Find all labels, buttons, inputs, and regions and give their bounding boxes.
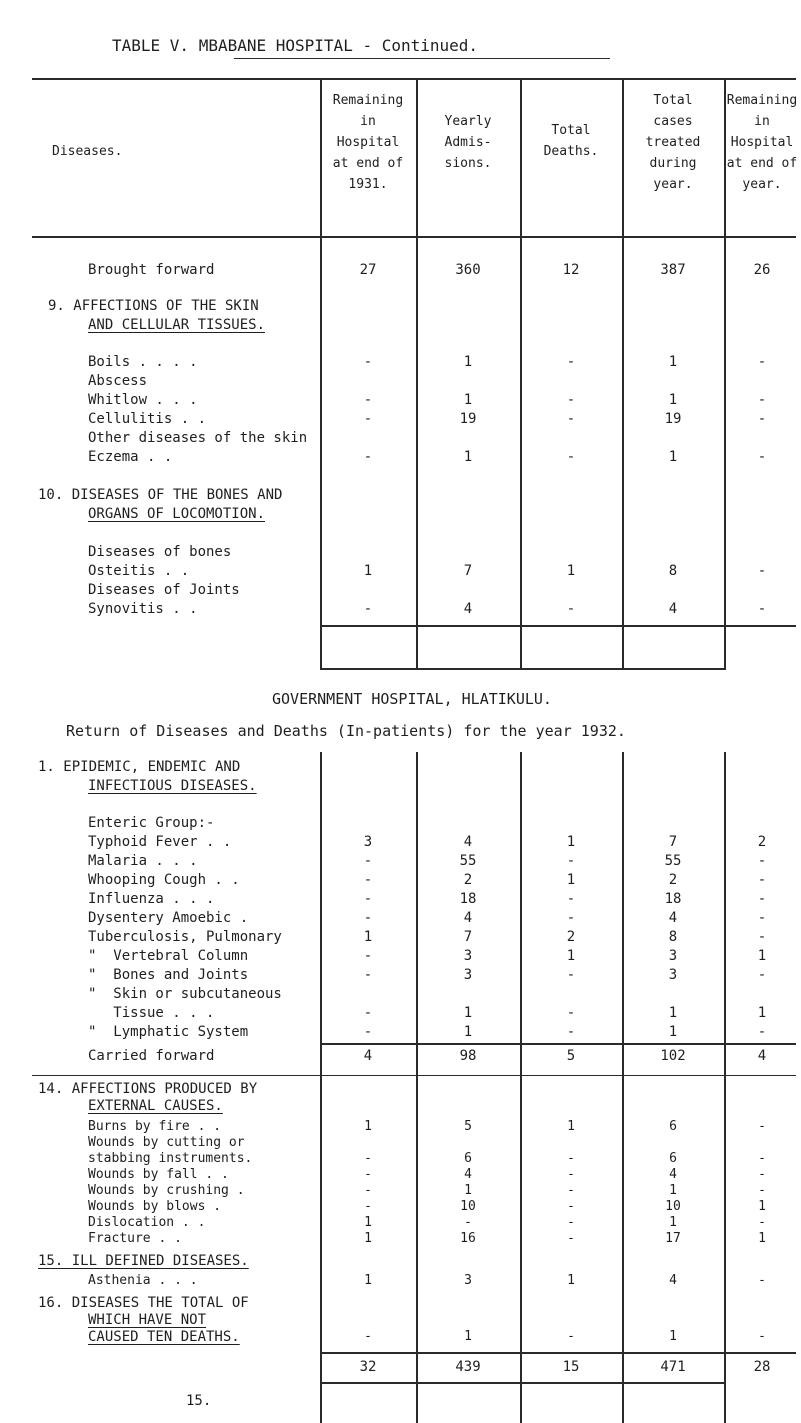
cell-value: 4 (757, 1048, 767, 1064)
row-label: Diseases of bones (88, 544, 232, 560)
header-line: at end of (332, 156, 404, 171)
cell-value: 471 (660, 1359, 686, 1375)
cell-value: 10 (460, 1199, 476, 1214)
cell-value: - (363, 1005, 373, 1021)
header-line: sions. (444, 156, 492, 171)
row-label: Tissue . . . (88, 1005, 215, 1021)
row-label: " Lymphatic System (88, 1024, 249, 1040)
sections-14-16-top-border (32, 1075, 796, 1076)
cell-value: - (757, 872, 767, 888)
header-line: year. (742, 177, 782, 192)
cell-value: - (566, 449, 576, 465)
cell-value: - (566, 411, 576, 427)
cell-value: 2 (463, 872, 473, 888)
cell-value: - (566, 891, 576, 907)
lower-carried-top-border (320, 1043, 796, 1045)
row-label: " Bones and Joints (88, 967, 249, 983)
section-16-title-line3: CAUSED TEN DEATHS. (88, 1329, 240, 1345)
cell-value: - (363, 948, 373, 964)
header-line: Remaining (726, 93, 798, 108)
row-label: Cellulitis . . (88, 411, 207, 427)
section-9-title-line2: AND CELLULAR TISSUES. (88, 317, 266, 333)
cell-value: - (363, 601, 373, 617)
cell-value: - (567, 1183, 575, 1198)
cell-value: 6 (464, 1151, 472, 1166)
row-label: Whooping Cough . . (88, 872, 240, 888)
brought-forward-label: Brought forward (88, 262, 215, 278)
cell-value: - (363, 872, 373, 888)
cell-value: 7 (463, 563, 473, 579)
cell-value: 1 (669, 1183, 677, 1198)
cell-value: - (757, 967, 767, 983)
gov-hospital-title: GOVERNMENT HOSPITAL, HLATIKULU. (272, 690, 552, 708)
table-top-border (32, 78, 796, 80)
cell-value: 4 (463, 601, 473, 617)
cell-value: - (364, 1183, 372, 1198)
header-bottom-border (32, 236, 796, 238)
cell-value: 4 (463, 910, 473, 926)
lower-col-divider-3 (520, 752, 522, 1423)
section-1-title-line1: 1. EPIDEMIC, ENDEMIC AND (38, 759, 241, 775)
lower-col-divider-5 (724, 752, 726, 1423)
row-label: Eczema . . (88, 449, 173, 465)
cell-value: 18 (664, 891, 682, 907)
cell-value: 1 (463, 354, 473, 370)
cell-value: 1 (463, 392, 473, 408)
cell-value: 1 (566, 563, 576, 579)
cell-value: 1 (364, 1119, 372, 1134)
cell-value: - (758, 1151, 766, 1166)
header-line: Total (653, 93, 693, 108)
cell-value: - (757, 563, 767, 579)
cell-value: - (757, 891, 767, 907)
cell-value: 18 (459, 891, 477, 907)
cell-value: - (566, 1024, 576, 1040)
cell-value: - (758, 1329, 766, 1344)
row-label: Enteric Group:- (88, 815, 215, 831)
cell-value: 439 (455, 1359, 481, 1375)
cell-value: 1 (567, 1119, 575, 1134)
cell-value: - (363, 392, 373, 408)
row-label: Abscess (88, 373, 148, 389)
cell-value: 8 (668, 929, 678, 945)
cell-value: 3 (363, 834, 373, 850)
page-title: TABLE V. MBABANE HOSPITAL - Continued. (112, 36, 479, 55)
cell-value: 17 (665, 1231, 681, 1246)
section-15-title: 15. ILL DEFINED DISEASES. (38, 1253, 249, 1269)
cell-value: 7 (668, 834, 678, 850)
header-total-deaths (520, 120, 622, 162)
lower-col-divider-4 (622, 752, 624, 1423)
cell-value: 4 (669, 1167, 677, 1182)
header-line: Total (551, 123, 591, 138)
cell-value: 360 (455, 262, 481, 278)
section-1-title-line2: INFECTIOUS DISEASES. (88, 778, 257, 794)
row-label: " Skin or subcutaneous (88, 986, 282, 1002)
header-line: 1931. (348, 177, 388, 192)
cell-value: - (364, 1329, 372, 1344)
cell-value: 4 (363, 1048, 373, 1064)
cell-value: 1 (668, 1005, 678, 1021)
header-yearly-admissions (416, 111, 520, 174)
lower-col-divider-2 (416, 752, 418, 1423)
row-label: Diseases of Joints (88, 582, 240, 598)
cell-value: 26 (753, 262, 771, 278)
row-label: Tuberculosis, Pulmonary (88, 929, 282, 945)
cell-value: - (566, 853, 576, 869)
cell-value: - (363, 411, 373, 427)
totals-1-bottom-border (320, 1382, 725, 1384)
cell-value: - (567, 1167, 575, 1182)
section-14-title-line2: EXTERNAL CAUSES. (88, 1098, 223, 1114)
cell-value: - (757, 1024, 767, 1040)
section-10-title-line1: 10. DISEASES OF THE BONES AND (38, 487, 283, 503)
row-label: Asthenia . . . (88, 1273, 198, 1288)
cell-value: 5 (464, 1119, 472, 1134)
cell-value: 1 (758, 1199, 766, 1214)
cell-value: - (567, 1329, 575, 1344)
section-16-title-line2: WHICH HAVE NOT (88, 1312, 207, 1328)
cell-value: 1 (364, 1273, 372, 1288)
cell-value: - (363, 449, 373, 465)
cell-value: - (757, 449, 767, 465)
header-diseases: Diseases. (52, 144, 123, 159)
cell-value: 98 (459, 1048, 477, 1064)
section-14-title-line1: 14. AFFECTIONS PRODUCED BY (38, 1081, 258, 1097)
cell-value: - (758, 1273, 766, 1288)
row-label: Other diseases of the skin (88, 430, 308, 446)
cell-value: 1 (566, 834, 576, 850)
cell-value: 4 (668, 910, 678, 926)
cell-value: 2 (566, 929, 576, 945)
cell-value: 1 (669, 1215, 677, 1230)
cell-value: 1 (566, 948, 576, 964)
cell-value: - (363, 354, 373, 370)
cell-value: 1 (668, 449, 678, 465)
cell-value: - (364, 1167, 372, 1182)
cell-value: 1 (567, 1273, 575, 1288)
cell-value: 1 (363, 929, 373, 945)
cell-value: - (567, 1151, 575, 1166)
cell-value: 19 (664, 411, 682, 427)
cell-value: - (758, 1167, 766, 1182)
section-9-title-line1: 9. AFFECTIONS OF THE SKIN (48, 298, 259, 314)
cell-value: 10 (665, 1199, 681, 1214)
row-label: Dysentery Amoebic . (88, 910, 249, 926)
cell-value: 19 (459, 411, 477, 427)
cell-value: 12 (562, 262, 580, 278)
totals-bottom-border (320, 668, 725, 670)
header-line: treated (645, 135, 701, 150)
totals-1-top-border (320, 1352, 796, 1354)
cell-value: 1 (364, 1231, 372, 1246)
cell-value: - (757, 601, 767, 617)
header-total-treated (622, 90, 724, 195)
row-label: " Vertebral Column (88, 948, 249, 964)
title-underline (234, 58, 610, 59)
cell-value: - (566, 910, 576, 926)
cell-value: - (758, 1119, 766, 1134)
cell-value: 8 (668, 563, 678, 579)
page-number: 15. (186, 1393, 212, 1409)
cell-value: 2 (757, 834, 767, 850)
cell-value: - (566, 392, 576, 408)
cell-value: 4 (464, 1167, 472, 1182)
header-line: year. (653, 177, 693, 192)
header-line: Admis- (444, 135, 492, 150)
cell-value: - (363, 910, 373, 926)
cell-value: - (566, 967, 576, 983)
cell-value: 4 (668, 601, 678, 617)
row-label: Boils . . . . (88, 354, 198, 370)
col-divider-3 (520, 78, 522, 670)
cell-value: - (758, 1183, 766, 1198)
cell-value: 1 (566, 872, 576, 888)
cell-value: 1 (463, 1005, 473, 1021)
cell-value: 3 (668, 948, 678, 964)
carried-forward-label: Carried forward (88, 1048, 215, 1064)
section-10-title-line2: ORGANS OF LOCOMOTION. (88, 506, 266, 522)
cell-value: 4 (669, 1273, 677, 1288)
row-label: Synovitis . . (88, 601, 198, 617)
cell-value: - (757, 910, 767, 926)
cell-value: 27 (359, 262, 377, 278)
header-line: during (649, 156, 697, 171)
cell-value: 1 (758, 1231, 766, 1246)
cell-value: 1 (363, 563, 373, 579)
cell-value: 3 (463, 967, 473, 983)
cell-value: 4 (463, 834, 473, 850)
cell-value: 3 (463, 948, 473, 964)
cell-value: 28 (753, 1359, 771, 1375)
header-line: Hospital (336, 135, 400, 150)
cell-value: 1 (364, 1215, 372, 1230)
header-line: Hospital (730, 135, 794, 150)
header-line: Deaths. (543, 144, 599, 159)
cell-value: 55 (459, 853, 477, 869)
cell-value: 387 (660, 262, 686, 278)
cell-value: 102 (660, 1048, 686, 1064)
row-label: stabbing instruments. (88, 1151, 253, 1166)
cell-value: 1 (464, 1329, 472, 1344)
cell-value: - (757, 929, 767, 945)
cell-value: - (566, 601, 576, 617)
cell-value: 7 (463, 929, 473, 945)
cell-value: 6 (669, 1151, 677, 1166)
cell-value: - (567, 1231, 575, 1246)
cell-value: 1 (757, 948, 767, 964)
cell-value: - (566, 354, 576, 370)
cell-value: - (363, 853, 373, 869)
cell-value: - (567, 1215, 575, 1230)
header-line: Yearly (444, 114, 492, 129)
row-label: Burns by fire . . (88, 1119, 222, 1134)
row-label: Dislocation . . (88, 1215, 206, 1230)
cell-value: 1 (668, 392, 678, 408)
cell-value: 1 (668, 1024, 678, 1040)
cell-value: 1 (463, 449, 473, 465)
header-remaining-end (724, 90, 800, 195)
header-line: in (360, 114, 376, 129)
lower-col-divider-1 (320, 752, 322, 1423)
cell-value: - (364, 1199, 372, 1214)
cell-value: 1 (757, 1005, 767, 1021)
row-label: Whitlow . . . (88, 392, 198, 408)
row-label: Wounds by crushing . (88, 1183, 245, 1198)
cell-value: - (757, 392, 767, 408)
row-label: Fracture . . (88, 1231, 182, 1246)
row-label: Malaria . . . (88, 853, 198, 869)
cell-value: - (363, 1024, 373, 1040)
cell-value: - (567, 1199, 575, 1214)
cell-value: 1 (464, 1183, 472, 1198)
row-label: Wounds by blows . (88, 1199, 222, 1214)
cell-value: - (758, 1215, 766, 1230)
cell-value: - (464, 1215, 472, 1230)
header-line: cases (653, 114, 693, 129)
cell-value: 5 (566, 1048, 576, 1064)
cell-value: 55 (664, 853, 682, 869)
cell-value: 32 (359, 1359, 377, 1375)
cell-value: 2 (668, 872, 678, 888)
cell-value: - (363, 891, 373, 907)
cell-value: - (566, 1005, 576, 1021)
section-16-title-line1: 16. DISEASES THE TOTAL OF (38, 1295, 249, 1311)
header-line: at end of (726, 156, 798, 171)
cell-value: 6 (669, 1119, 677, 1134)
cell-value: 1 (668, 354, 678, 370)
header-line: Remaining (332, 93, 404, 108)
totals-top-border (320, 625, 796, 627)
row-label: Osteitis . . (88, 563, 190, 579)
cell-value: - (757, 853, 767, 869)
cell-value: - (757, 411, 767, 427)
row-label: Typhoid Fever . . (88, 834, 232, 850)
cell-value: 3 (668, 967, 678, 983)
row-label: Influenza . . . (88, 891, 215, 907)
gov-hospital-subtitle: Return of Diseases and Deaths (In-patients) for the year 1932. (66, 722, 626, 740)
cell-value: 1 (669, 1329, 677, 1344)
cell-value: - (363, 967, 373, 983)
row-label: Wounds by cutting or (88, 1135, 245, 1150)
cell-value: 15 (562, 1359, 580, 1375)
header-line: in (754, 114, 770, 129)
cell-value: - (757, 354, 767, 370)
cell-value: 3 (464, 1273, 472, 1288)
cell-value: - (364, 1151, 372, 1166)
header-remaining-start (320, 90, 416, 195)
row-label: Wounds by fall . . (88, 1167, 229, 1182)
cell-value: 16 (460, 1231, 476, 1246)
cell-value: 1 (463, 1024, 473, 1040)
